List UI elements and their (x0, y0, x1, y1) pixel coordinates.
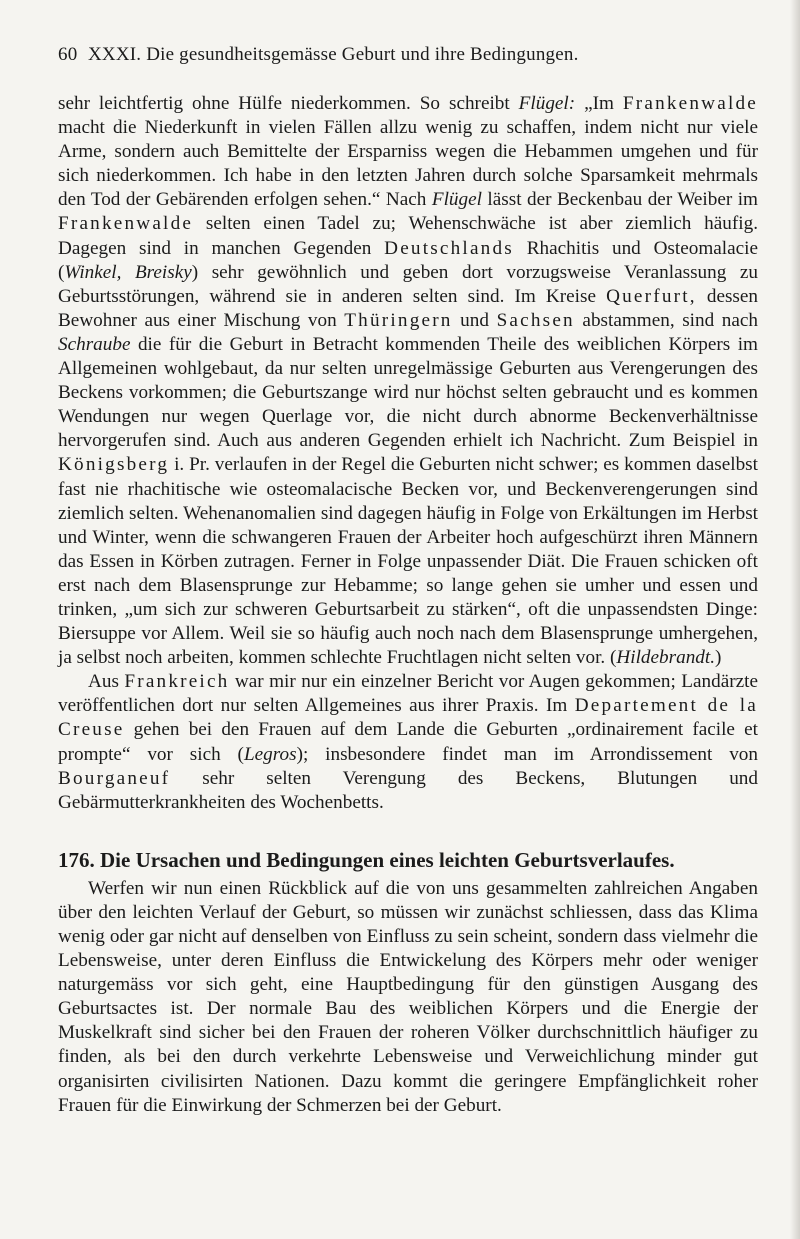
text-run: dessen Bewohner aus einer Mischung von (58, 285, 759, 331)
text-run: ); insbesondere findet man im Arrondissement von (296, 743, 758, 765)
text-run: Rhachitis und Osteomalacie ( (58, 237, 758, 283)
paragraph-continued (58, 92, 758, 670)
text-run: i. Pr. verlaufen in der Regel die Geburten nicht schwer; es kommen daselbst fast nie rhachitische wie osteomalacische Becken vor, und Beckenverengerungen sind ziemlich selten. Wehenanomalien sind dagegen häufig in Folge von Erkältungen im Herbst und Winter, wenn die schwangeren Frauen der Arbeiter hoch aufgeschürzt ihren Männern das Essen in Körben zutragen. Ferner in Folge unpassender Diät. Die Frauen schicken oft erst nach dem Blasensprunge zur Hebamme; so lange gehen sie umher und essen und trinken, „um sich zur schweren Geburtsarbeit zu stärken“, oft die unpassendsten Dinge: Biersuppe vor Allem. Weil sie so häufig auch noch nach dem Blasensprunge umhergehen, ja selbst noch arbeiten, kommen schlechte Fruchtlagen nicht selten vor. ( (58, 454, 758, 669)
place-name: Frankenwalde (622, 93, 758, 114)
text-run: die für die Geburt in Betracht kommenden Theile des weiblichen Körpers im Allgemeinen wohlgebaut, da nur selten unregelmässige Geburten aus Verengerungen des Beckens vorkommen; die Geburtszange wird nur höchst selten gebraucht und es kommen Wendungen nur wegen Querlage vor, die nicht durch abnorme Beckenverhältnisse hervorgerufen sind. Auch aus anderen Gegenden erhielt ich Nachricht. Zum Beispiel in (58, 333, 758, 452)
place-name: Frankenwalde (58, 213, 194, 235)
author-reference: Legros (243, 743, 297, 765)
author-reference: Hildebrandt. (616, 647, 716, 669)
text-run: abstammen, sind nach (574, 309, 758, 331)
place-name: Frankreich (124, 671, 230, 693)
paragraph-france (58, 670, 758, 815)
place-name: Departement de la Creuse (58, 695, 758, 741)
text-run: selten einen Tadel zu; Wehenschwäche ist aber ziemlich häufig. Dagegen sind in manchen Gegenden (58, 213, 758, 259)
section-heading: 176. Die Ursachen und Bedingungen eines leichten Geburtsverlaufes. (58, 847, 675, 872)
author-reference: Flügel: (518, 93, 576, 114)
text-run: war mir nur ein einzelner Bericht vor Augen gekommen; Landärzte veröffentlichen dort nur selten Allgemeines aus ihrer Praxis. Im (58, 671, 758, 717)
text-run: „Im (575, 93, 623, 114)
running-head: XXXI. Die gesundheitsgemässe Geburt und ihre Bedingungen. (88, 44, 579, 65)
text-run: lässt der Beckenbau der Weiber im (481, 189, 758, 211)
author-reference: Winkel, Breisky (64, 261, 192, 283)
place-name: Deutschlands (384, 237, 514, 259)
page-edge-shadow (790, 0, 800, 1239)
text-run: macht die Niederkunft in vielen Fällen allzu wenig zu schaffen, indem nicht nur viele Arme, sondern auch Bemittelte der Ersparniss wegen die Hebammen umgehen und für sich niederkommen. Ich habe in den letzten Jahren durch solche Sparsamkeit mehrmals den Tod der Gebärenden erfolgen sehen.“ Nach (58, 117, 758, 211)
place-name: Thüringern (344, 309, 453, 331)
text-run: sehr leichtfertig ohne Hülfe niederkommen. So schreibt (58, 93, 519, 114)
text-run: und (452, 309, 497, 331)
place-name: Bourganeuf (58, 767, 171, 789)
text-run: Aus (88, 671, 125, 693)
place-name: Sachsen (496, 309, 575, 331)
text-run: gehen bei den Frauen auf dem Lande die Geburten „ordinairement facile et prompte“ vor sich ( (58, 719, 758, 765)
page-number: 60 (58, 44, 78, 65)
paragraph-section-body: Werfen wir nun einen Rückblick auf die von uns gesammelten zahlreichen Angaben über den leichten Verlauf der Geburt, so müssen wir zunächst schliessen, dass das Klima wenig oder gar nicht auf denselben von Einfluss zu sein scheint, sondern dass vielmehr die Lebensweise, unter deren Einfluss die Entwickelung des Körpers mehr oder weniger naturgemäss vor sich geht, eine Hauptbedingung für den günstigen Ausgang des Geburtsactes ist. Der normale Bau des weiblichen Körpers und die Energie der Muskelkraft sind sicher bei den Frauen der roheren Völker durchschnittlich häufiger zu finden, als bei den durch verkehrte Lebensweise und Verweichlichung minder gut organisirten civilisirten Nationen. Dazu kommt die geringere Empfänglichkeit roher Frauen für die Einwirkung der Schmerzen bei der Geburt. (58, 877, 758, 1116)
main-text (58, 92, 758, 1118)
author-reference: Flügel (431, 189, 482, 211)
place-name: Querfurt, (606, 285, 697, 307)
author-reference: Schraube (58, 333, 131, 355)
text-run: sehr selten Verengung des Beckens, Blutungen und Gebärmutterkrankheiten des Wochenbetts. (58, 767, 758, 813)
text-run: ) sehr gewöhnlich und geben dort vorzugsweise Veranlassung zu Geburtsstörungen, während sie in anderen selten sind. Im Kreise (58, 261, 758, 307)
text-run: ) (715, 647, 722, 669)
place-name: Königsberg (58, 454, 170, 476)
